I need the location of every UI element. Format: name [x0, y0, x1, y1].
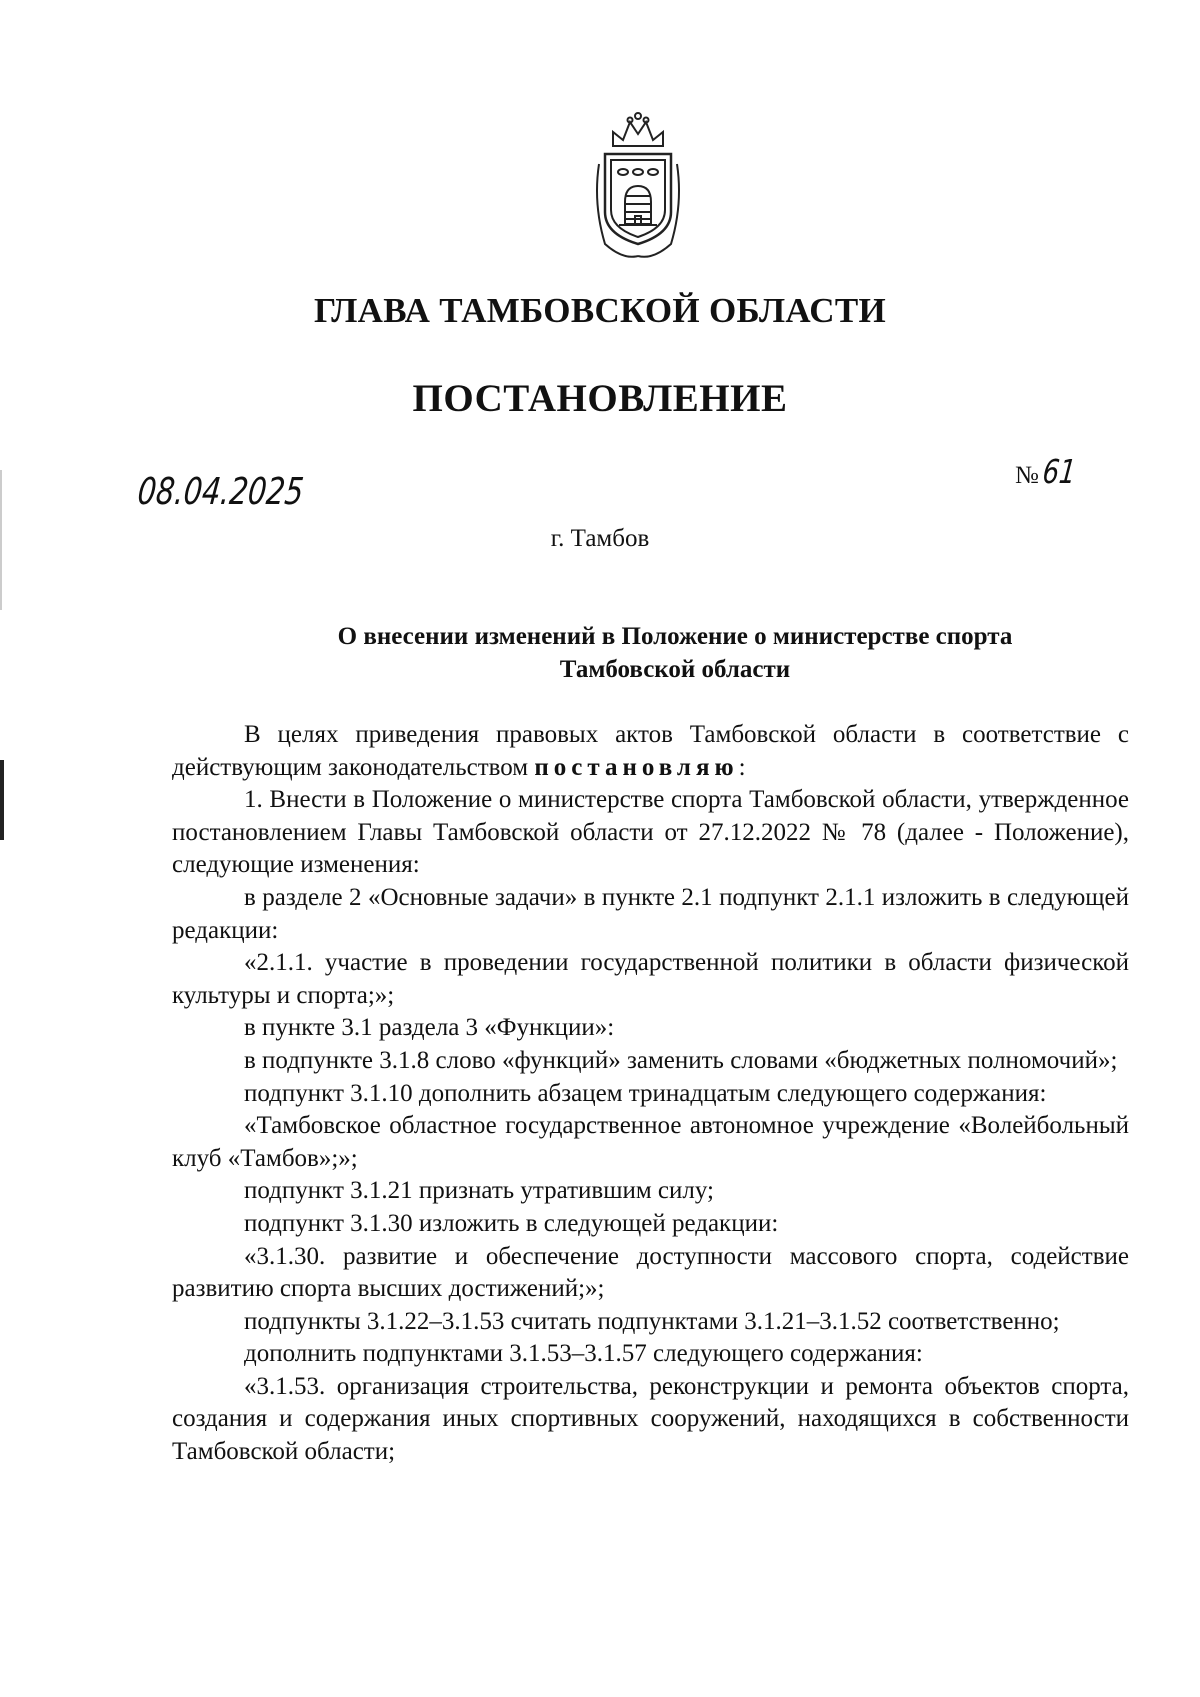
subject-line-1: О внесении изменений в Положение о министерстве спорта [337, 623, 1013, 650]
body-paragraph: подпункт 3.1.21 признать утратившим силу; [244, 1177, 714, 1205]
body-paragraph: «3.1.53. организация строительства, реконструкции и ремонта объектов спорта, создания и содержания иных спортивных сооружений, находящихся в собственности Тамбовской области; [172, 1372, 1129, 1466]
preamble-text: В целях приведения правовых актов Тамбовской области в соответствие с действующим законодательством [172, 721, 1129, 781]
body-paragraph: «Тамбовское областное государственное автономное учреждение «Волейбольный клуб «Тамбов»;»; [172, 1112, 1129, 1172]
body-paragraph: в подпункте 3.1.8 слово «функций» заменить словами «бюджетных полномочий»; [244, 1046, 1118, 1074]
body-paragraph: в пункте 3.1 раздела 3 «Функции»: [244, 1014, 615, 1042]
document-subject [250, 620, 1100, 686]
org-title: ГЛАВА ТАМБОВСКОЙ ОБЛАСТИ [313, 291, 887, 330]
scan-edge-mark [0, 760, 4, 840]
handwritten-number: 61 [1040, 452, 1078, 491]
body-paragraph: подпункт 3.1.10 дополнить абзацем тринадцатым следующего содержания: [244, 1079, 1047, 1107]
preamble-paragraph [172, 719, 1129, 784]
tambov-coat-of-arms-icon [583, 104, 693, 264]
body-paragraph: 1. Внести в Положение о министерстве спорта Тамбовской области, утвержденное постановлением Главы Тамбовской области от 27.12.2022 № 78 (далее - Положение), следующие изменения: [172, 786, 1129, 879]
body-paragraph: дополнить подпунктами 3.1.53–3.1.57 следующего содержания: [244, 1340, 923, 1368]
document-type-title: ПОСТАНОВЛЕНИЕ [412, 377, 788, 420]
body-paragraph: «3.1.30. развитие и обеспечение доступности массового спорта, содействие развитию спорта высших достижений;»; [172, 1242, 1129, 1303]
number-sign: № [1015, 462, 1039, 489]
decree-keyword: постановляю [534, 753, 739, 781]
handwritten-date: 08.04.2025 [135, 470, 306, 513]
subject-line-2: Тамбовской области [559, 656, 791, 683]
body-paragraph: подпункты 3.1.22–3.1.53 считать подпунктами 3.1.21–3.1.52 соответственно; [244, 1307, 1060, 1335]
document-date [135, 470, 350, 514]
preamble-end: : [738, 753, 746, 781]
body-paragraph: «2.1.1. участие в проведении государственной политики в области физической культуры и спорта;»; [172, 949, 1129, 1009]
document-number [1015, 452, 1085, 491]
city-line: г. Тамбов [550, 525, 650, 552]
body-paragraph: подпункт 3.1.30 изложить в следующей редакции: [244, 1209, 779, 1237]
document-body [172, 719, 1129, 1469]
body-paragraph: в разделе 2 «Основные задачи» в пункте 2.1 подпункт 2.1.1 изложить в следующей редакции: [172, 883, 1129, 944]
